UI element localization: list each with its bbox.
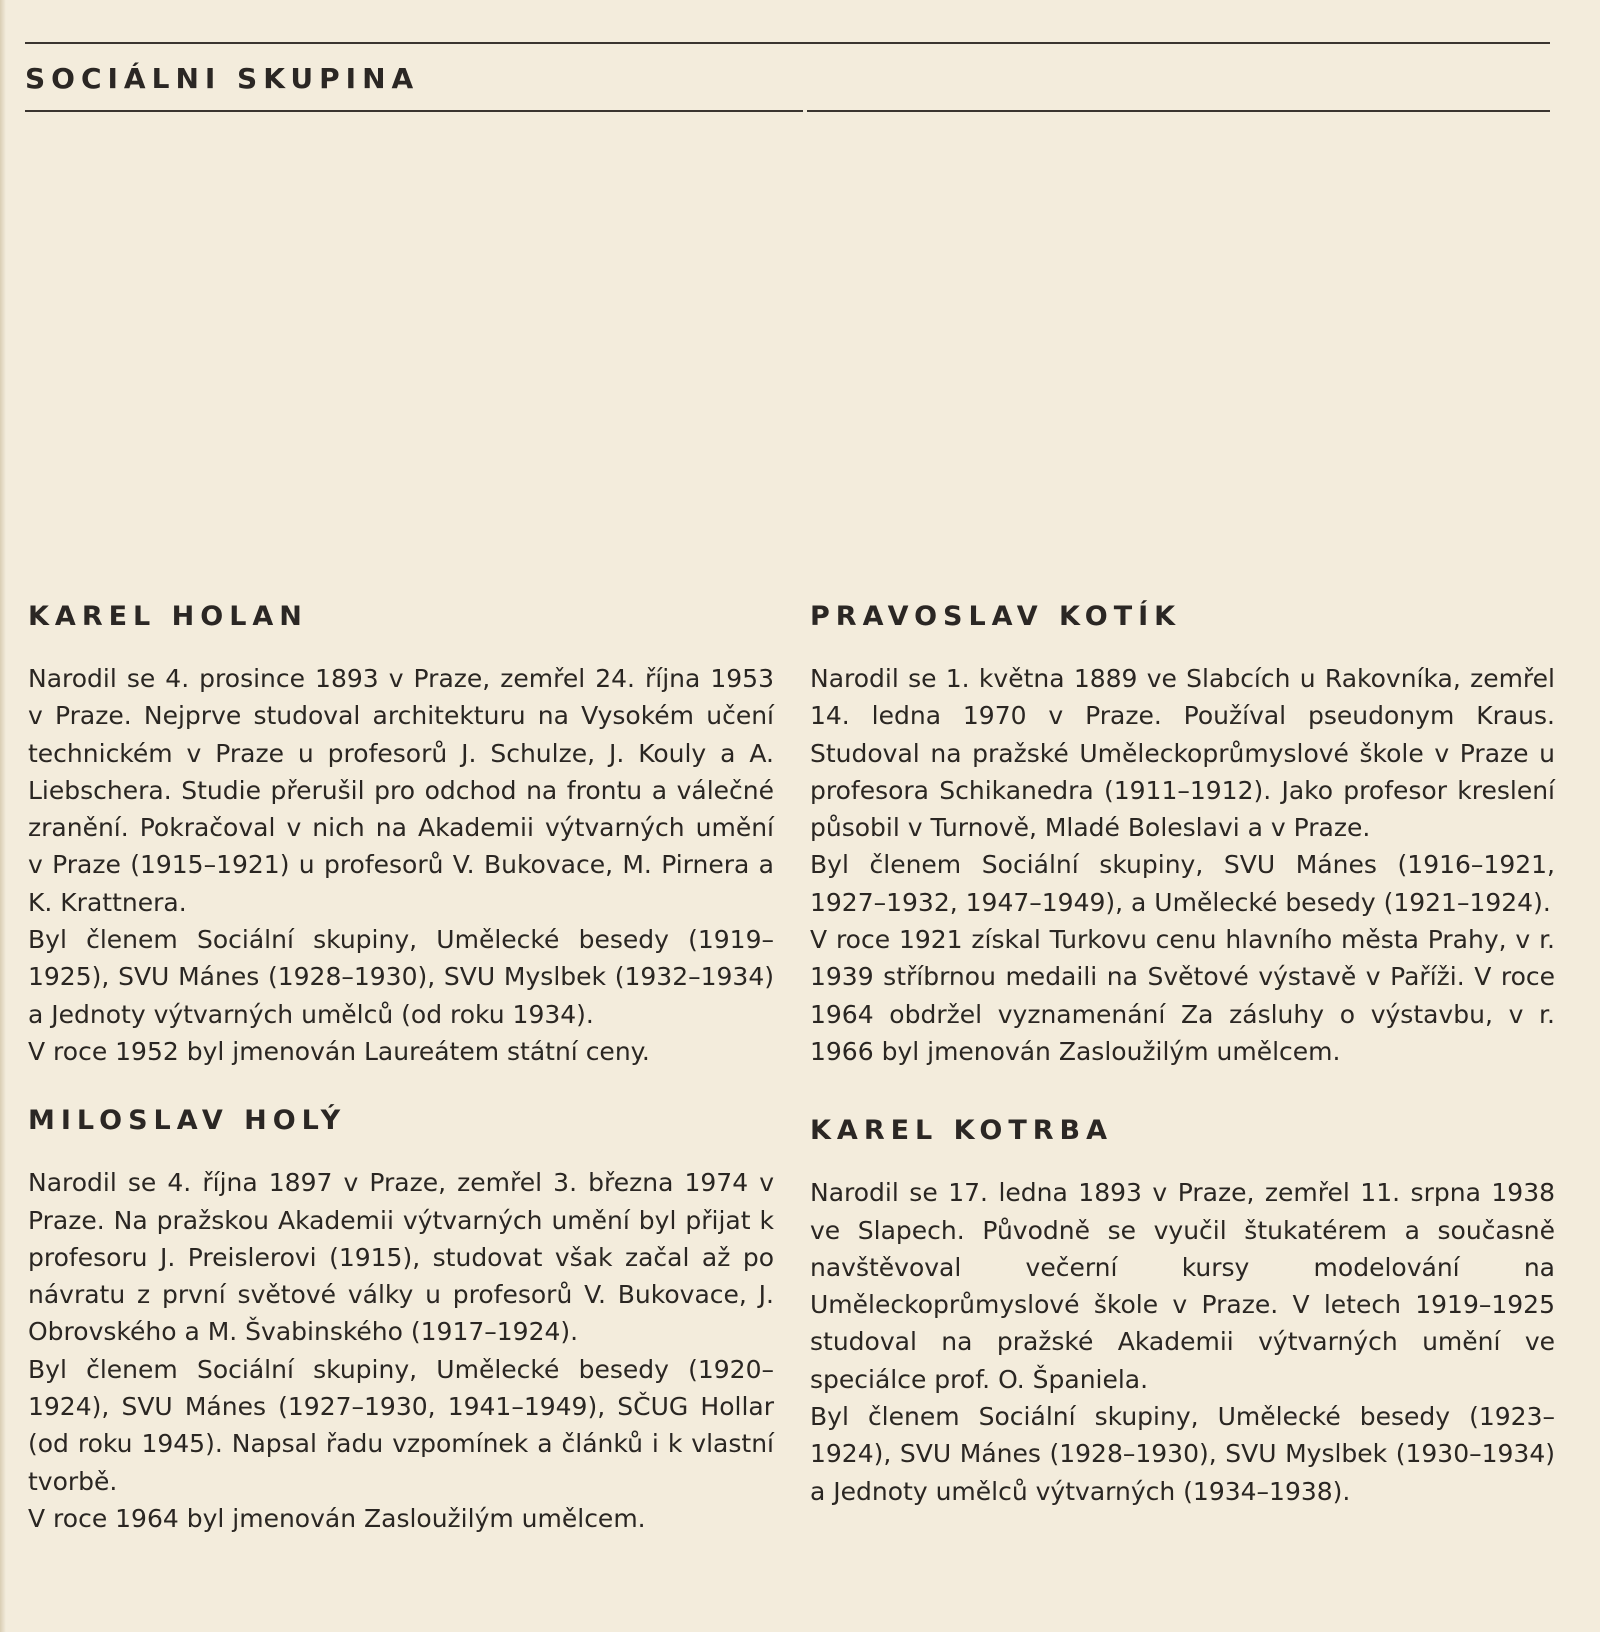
artist-entry-karel-holan (28, 600, 774, 1070)
artist-name: PRAVOSLAV KOTÍK (810, 601, 1182, 632)
artist-bio (28, 1164, 774, 1537)
bio-paragraph: Byl členem Sociální skupiny, Umělecké besedy (1923–1924), SVU Mánes (1928–1930), SVU Myslbek (1930–1934) a Jednoty umělců výtvarných (1934–1938). (810, 1402, 1555, 1506)
bio-paragraph: Byl členem Sociální skupiny, Umělecké besedy (1920–1924), SVU Mánes (1927–1930, 1941–1949), SČUG Hollar (od roku 1945). Napsal řadu vzpomínek a článků i k vlastní tvorbě. (28, 1354, 774, 1496)
top-rule (25, 42, 1550, 44)
bio-paragraph: Byl členem Sociální skupiny, SVU Mánes (1916–1921, 1927–1932, 1947–1949), a Umělecké besedy (1921–1924). (810, 850, 1555, 917)
artist-name: KAREL KOTRBA (810, 1115, 1114, 1147)
artist-name: KAREL HOLAN (28, 601, 308, 632)
left-column (28, 600, 774, 1537)
artist-entry-miloslav-holy (28, 1104, 774, 1537)
artist-name: MILOSLAV HOLÝ (28, 1105, 347, 1137)
header-rule-right (807, 110, 1550, 112)
header-rule-left (25, 110, 803, 112)
artist-bio (28, 660, 774, 1070)
artist-entry-karel-kotrba (810, 1114, 1555, 1510)
page-edge (0, 0, 6, 1632)
right-column (810, 600, 1555, 1510)
bio-paragraph: Narodil se 4. října 1897 v Praze, zemřel 3. března 1974 v Praze. Na pražskou Akademii výtvarných umění byl přijat k profesoru J. Preislerovi (1915), studovat však začal až po návratu z první světové války u profesorů V. Bukovace, J. Obrovského a M. Švabinského (1917–1924). (28, 1168, 774, 1347)
bio-paragraph: Narodil se 1. května 1889 ve Slabcích u Rakovníka, zemřel 14. ledna 1970 v Praze. Používal pseudonym Kraus. Studoval na pražské Uměleckoprůmyslové škole v Praze u profesora Schikanedra (1911–1912). Jako profesor kreslení působil v Turnově, Mladé Boleslavi a v Praze. (810, 664, 1555, 843)
artist-entry-pravoslav-kotik (810, 600, 1555, 1070)
section-title: SOCIÁLNI SKUPINA (25, 62, 420, 95)
bio-paragraph: Byl členem Sociální skupiny, Umělecké besedy (1919–1925), SVU Mánes (1928–1930), SVU Myslbek (1932–1934) a Jednoty výtvarných umělců (od roku 1934). (28, 925, 774, 1029)
bio-paragraph: V roce 1921 získal Turkovu cenu hlavního města Prahy, v r. 1939 stříbrnou medaili na Světové výstavě v Paříži. V roce 1964 obdržel vyznamenání Za zásluhy o výstavbu, v r. 1966 byl jmenován Zasloužilým umělcem. (810, 925, 1555, 1066)
bio-paragraph: V roce 1952 byl jmenován Laureátem státní ceny. (28, 1036, 650, 1066)
bio-paragraph: Narodil se 17. ledna 1893 v Praze, zemřel 11. srpna 1938 ve Slapech. Původně se vyučil štukatérem a současně navštěvoval večerní kursy modelování na Uměleckoprůmyslové škole v Praze. V letech 1919–1925 studoval na pražské Akademii výtvarných umění ve speciálce prof. O. Španiela. (810, 1178, 1555, 1394)
artist-bio (810, 1174, 1555, 1510)
artist-bio (810, 660, 1555, 1070)
bio-paragraph: V roce 1964 byl jmenován Zasloužilým umělcem. (28, 1503, 646, 1533)
bio-paragraph: Narodil se 4. prosince 1893 v Praze, zemřel 24. října 1953 v Praze. Nejprve studoval architekturu na Vysokém učení technickém v Praze u profesorů J. Schulze, J. Kouly a A. Liebschera. Studie přerušil pro odchod na frontu a válečné zranění. Pokračoval v nich na Akademii výtvarných umění v Praze (1915–1921) u profesorů V. Bukovace, M. Pirnera a K. Krattnera. (28, 664, 774, 917)
